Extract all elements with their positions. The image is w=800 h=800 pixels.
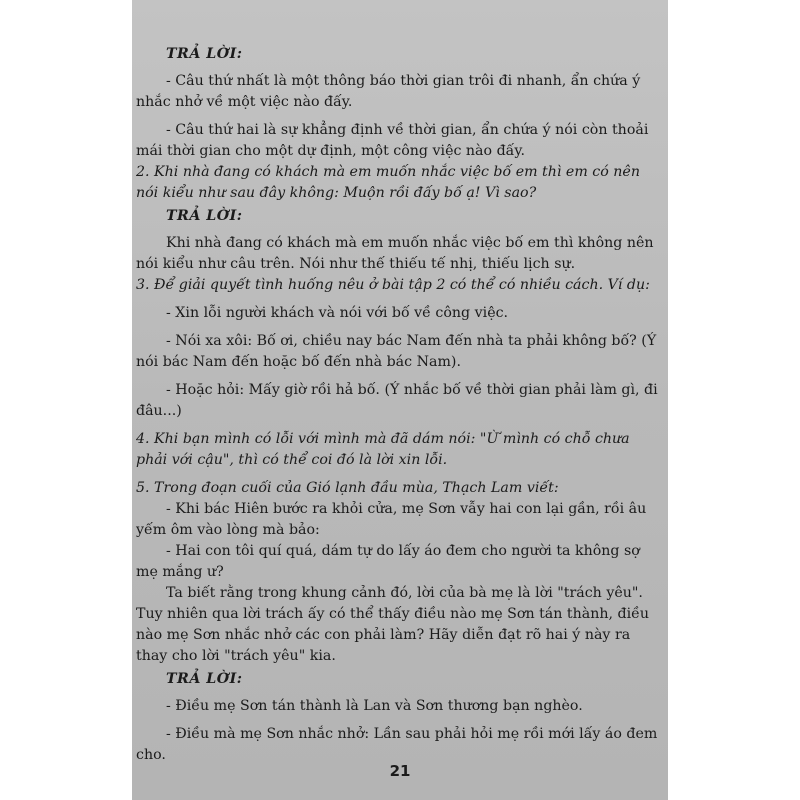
quote-para-2: - Hai con tôi quí quá, dám tự do lấy áo đem cho người ta không sợ mẹ mắng ư? — [136, 543, 640, 580]
answer-heading-1: TRẢ LỜI: — [166, 46, 243, 62]
book-page — [132, 0, 668, 800]
example-3: - Hoặc hỏi: Mấy giờ rồi hả bố. (Ý nhắc bố về thời gian phải làm gì, đi đâu...) — [136, 382, 658, 419]
example-1: - Xin lỗi người khách và nói với bố về công việc. — [166, 305, 509, 321]
quote-para-1: - Khi bác Hiên bước ra khỏi cửa, mẹ Sơn vẫy hai con lại gần, rồi âu yếm ôm vào lòng mà bảo: — [136, 501, 647, 538]
question-4: 4. Khi bạn mình có lỗi với mình mà đã dám nói: "Ừ mình có chỗ chưa phải với cậu", thì có thể coi đó là lời xin lỗi. — [136, 431, 630, 468]
answer-para-5: - Điều mà mẹ Sơn nhắc nhở: Lần sau phải hỏi mẹ rồi mới lấy áo đem cho. — [136, 726, 658, 763]
answer-para-2: - Câu thứ hai là sự khẳng định về thời gian, ẩn chứa ý nói còn thoải mái thời gian cho một dự định, một công việc nào đấy. — [136, 122, 649, 159]
question-5: 5. Trong đoạn cuối của Gió lạnh đầu mùa, Thạch Lam viết: — [136, 480, 559, 496]
answer-heading-3: TRẢ LỜI: — [166, 671, 243, 687]
question-2: 2. Khi nhà đang có khách mà em muốn nhắc việc bố em thì em có nên nói kiểu như sau đây không: Muộn rồi đấy bố ạ! Vì sao? — [136, 164, 640, 201]
answer-heading-2: TRẢ LỜI: — [166, 208, 243, 224]
page-number: 21 — [389, 762, 411, 780]
discussion-para: Ta biết rằng trong khung cảnh đó, lời của bà mẹ là lời "trách yêu". Tuy nhiên qua lời trách ấy có thể thấy điều nào mẹ Sơn tán thành, điều nào mẹ Sơn nhắc nhở các con phải làm? Hãy diễn đạt rõ hai ý này ra thay cho lời "trách yêu" kia. — [136, 585, 649, 664]
page-text — [136, 42, 658, 766]
answer-para-3: Khi nhà đang có khách mà em muốn nhắc việc bố em thì không nên nói kiểu như câu trên. Nói như thế thiếu tế nhị, thiếu lịch sự. — [136, 235, 654, 272]
answer-para-4: - Điều mẹ Sơn tán thành là Lan và Sơn thương bạn nghèo. — [166, 698, 583, 714]
example-2: - Nói xa xôi: Bố ơi, chiều nay bác Nam đến nhà ta phải không bố? (Ý nói bác Nam đến hoặc bố đến nhà bác Nam). — [136, 333, 657, 370]
question-3: 3. Để giải quyết tình huống nêu ở bài tập 2 có thể có nhiều cách. Ví dụ: — [136, 277, 650, 293]
answer-para-1: - Câu thứ nhất là một thông báo thời gian trôi đi nhanh, ẩn chứa ý nhắc nhở về một việc nào đấy. — [136, 73, 641, 110]
